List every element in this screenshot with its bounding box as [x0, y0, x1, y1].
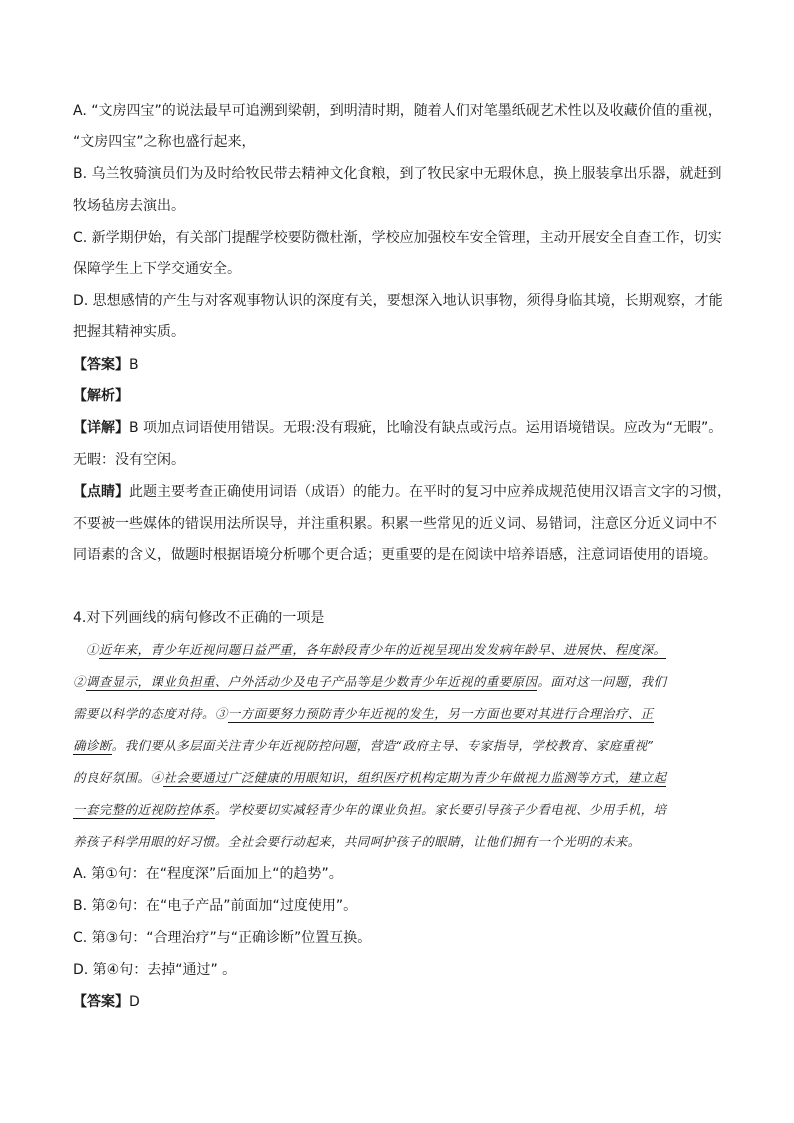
passage-text: 。面对这一问题，我们 — [537, 674, 667, 689]
underlined-sentence: 近年来，青少年近视问题日益严重，各年龄段青少年的近视呈现出发发病年龄早、进展快、程度深。 — [98, 642, 667, 657]
underlined-sentence: 调查显示，课业负担重、户外活动少及电子产品等是少数青少年近视的重要原因 — [85, 674, 538, 689]
underlined-sentence: 社会要通过广泛健康的用眼知识，组织医疗机构定期为青少年做视力监测等方式，建立起 — [163, 770, 667, 785]
passage-text: ① — [73, 642, 99, 657]
answer-value: D — [129, 994, 140, 1010]
answer-value: B — [129, 357, 139, 373]
passage-text: 的良好氛围。④ — [73, 770, 164, 785]
q3-tip-line-3: 同语素的含义，做题时根据语境分析哪个更合适；更重要的是在阅读中培养语感，注意词语使用的语境。 — [73, 547, 717, 563]
passage-text: 。我们要从多层面关注青少年近视防控问题，营造“政府主导、专家指导，学校教育、家庭重视” — [111, 738, 655, 753]
q4-passage-line — [73, 832, 641, 852]
q4-passage-line — [73, 800, 666, 820]
q4-passage-line — [73, 640, 666, 660]
q3-option-c-line-1: C. 新学期伊始，有关部门提醒学校要防微杜渐，学校应加强校车安全管理，主动开展安全自查工作，切实 — [73, 230, 722, 246]
q4-answer — [73, 992, 140, 1012]
detail-tag: 【详解】 — [73, 420, 129, 436]
q3-option-a-line-1: A. “文房四宝”的说法最早可追溯到梁朝，到明清时期，随着人们对笔墨纸砚艺术性以及收藏价值的重视， — [73, 103, 722, 119]
q4-option-c: C. 第③句：“合理治疗”与“正确诊断”位置互换。 — [73, 930, 372, 946]
underlined-sentence: 一套完整的近视防控体系 — [73, 802, 215, 817]
q3-option-c-line-2: 保障学生上下学交通安全。 — [73, 261, 241, 277]
q3-option-d-line-1: D. 思想感情的产生与对客观事物认识的深度有关，要想深入地认识事物，须得身临其境，长期观察，才能 — [73, 293, 723, 309]
q4-passage-line — [73, 768, 666, 788]
answer-tag: 【答案】 — [73, 994, 129, 1010]
q4-passage-line — [73, 736, 654, 756]
q3-detail-line-2: 无暇：没有空闲。 — [73, 452, 185, 468]
q4-passage-line — [73, 704, 654, 724]
q4-passage-line — [73, 672, 666, 692]
analysis-tag: 【解析】 — [73, 388, 129, 404]
q3-option-b-line-2: 牧场毡房去演出。 — [73, 198, 185, 214]
passage-text: 养孩子科学用眼的好习惯。全社会要行动起来，共同呵护孩子的眼睛，让他们拥有一个光明的未来。 — [73, 834, 641, 849]
q4-option-d: D. 第④句：去掉“通过” 。 — [73, 962, 237, 978]
answer-tag: 【答案】 — [73, 357, 129, 373]
detail-text: B 项加点词语使用错误。无瑕:没有瑕疵，比喻没有缺点或污点。运用语境错误。应改为“无暇”。 — [129, 420, 723, 436]
tip-tag: 【点睛】 — [73, 484, 129, 500]
q3-answer — [73, 355, 139, 375]
passage-text: 需要以科学的态度对待。③ — [73, 706, 228, 721]
q4-option-b: B. 第②句：在“电子产品”前面加“过度使用”。 — [73, 898, 358, 914]
q3-detail-line-1 — [73, 418, 722, 438]
q4-option-a: A. 第①句：在“程度深”后面加上“的趋势”。 — [73, 866, 343, 882]
passage-text: 。学校要切实减轻青少年的课业负担。家长要引导孩子少看电视、少用手机，培 — [214, 802, 667, 817]
passage-text: ② — [73, 674, 86, 689]
q3-tip-line-1 — [73, 482, 731, 502]
q3-analysis — [73, 386, 129, 406]
tip-text: 此题主要考查正确使用词语（成语）的能力。在平时的复习中应养成规范使用汉语言文字的习惯， — [129, 484, 731, 500]
q3-option-d-line-2: 把握其精神实质。 — [73, 324, 185, 340]
q4-question: 4.对下列画线的病句修改不正确的一项是 — [73, 610, 325, 626]
q3-tip-line-2: 不要被一些媒体的错误用法所误导，并注重积累。积累一些常见的近义词、易错词，注意区分近义词中不 — [73, 516, 717, 532]
q3-option-a-line-2: “文房四宝”之称也盛行起来， — [73, 134, 256, 150]
q3-option-b-line-1: B. 乌兰牧骑演员们为及时给牧民带去精神文化食粮，到了牧民家中无瑕休息，换上服装拿出乐器，就赶到 — [73, 166, 722, 182]
underlined-sentence: 确诊断 — [73, 738, 112, 753]
underlined-sentence: 一方面要努力预防青少年近视的发生，另一方面也要对其进行合理治疗、正 — [227, 706, 654, 721]
